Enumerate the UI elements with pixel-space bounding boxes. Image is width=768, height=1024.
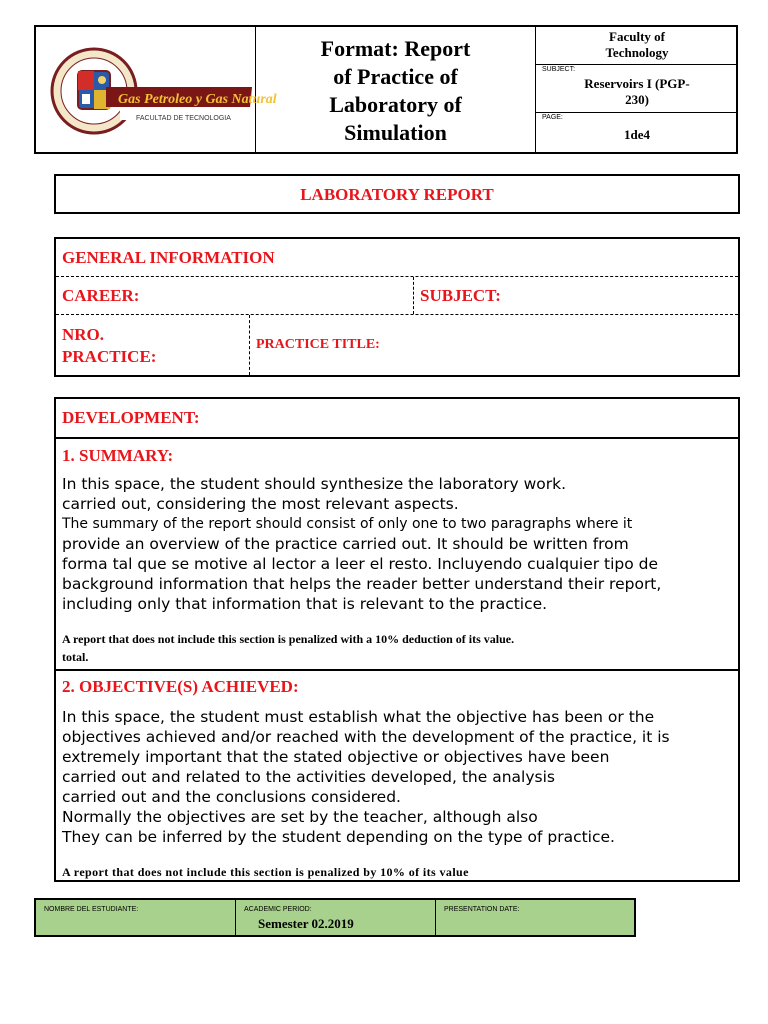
title-line-4: Simulation xyxy=(344,120,447,145)
summary-line-6: background information that helps the reader better understand their report, xyxy=(62,575,662,593)
student-name-label: NOMBRE DEL ESTUDIANTE: xyxy=(44,906,139,913)
summary-line-5: forma tal que se motive al lector a leer el resto. Incluyendo cualquier tipo de xyxy=(62,555,659,573)
objectives-line-5: carried out and the conclusions considered. xyxy=(62,788,401,806)
summary-line-3: The summary of the report should consist of only one to two paragraphs where it xyxy=(62,516,633,532)
subject-cell xyxy=(536,65,738,113)
subject-line-1: Reservoirs I (PGP- xyxy=(584,76,690,91)
summary-penalty-note-cont: total. xyxy=(62,650,89,664)
presentation-date-label: PRESENTATION DATE: xyxy=(444,906,520,913)
objectives-line-7: They can be inferred by the student depending on the type of practice. xyxy=(62,828,615,846)
summary-block xyxy=(56,439,738,671)
objectives-penalty-note: A report that does not include this section is penalized by 10% of its value xyxy=(62,865,469,879)
objectives-line-1: In this space, the student must establish what the objective has been or the xyxy=(62,708,655,726)
objectives-block xyxy=(56,671,738,880)
faculty-cell xyxy=(536,27,738,65)
faculty-line-2: Technology xyxy=(605,45,669,60)
nro-practice-cell xyxy=(56,315,250,375)
lab-report-title: LABORATORY REPORT xyxy=(54,174,740,214)
page-small-label: PAGE: xyxy=(542,114,563,121)
page-cell xyxy=(536,113,738,152)
practice-title-label: PRACTICE TITLE: xyxy=(256,337,380,352)
summary-penalty-note: A report that does not include this section is penalized with a 10% deduction of its value. xyxy=(62,632,515,646)
summary-line-2: carried out, considering the most relevant aspects. xyxy=(62,495,459,513)
student-name-cell xyxy=(36,900,236,935)
document-header xyxy=(34,25,738,154)
objectives-line-3: extremely important that the stated objective or objectives have been xyxy=(62,748,610,766)
faculty-line-1: Faculty of xyxy=(609,29,665,44)
subject-label: SUBJECT: xyxy=(420,286,501,305)
objectives-line-4: carried out and related to the activities developed, the analysis xyxy=(62,768,555,786)
logo-faculty-text: FACULTAD DE TECNOLOGIA xyxy=(136,115,231,122)
page-number: 1de4 xyxy=(624,127,650,142)
logo-cell xyxy=(36,27,277,152)
title-line-2: of Practice of xyxy=(333,64,458,89)
objectives-line-6: Normally the objectives are set by the teacher, although also xyxy=(62,808,538,826)
summary-line-4: provide an overview of the practice carried out. It should be written from xyxy=(62,535,629,553)
career-label: CAREER: xyxy=(62,286,140,305)
general-heading: GENERAL INFORMATION xyxy=(62,248,275,267)
development-heading-row xyxy=(56,399,738,439)
nro-label-line-1: NRO. xyxy=(62,325,105,344)
title-line-1: Format: Report xyxy=(320,36,471,61)
subject-line-2: 230) xyxy=(625,92,649,107)
academic-period-value: Semester 02.2019 xyxy=(258,916,354,931)
logo-banner-text: Gas Petroleo y Gas Natural xyxy=(118,92,277,107)
university-logo xyxy=(36,27,277,152)
summary-line-1: In this space, the student should synthesize the laboratory work. xyxy=(62,475,566,493)
career-subject-row xyxy=(56,277,738,315)
summary-title: 1. SUMMARY: xyxy=(62,446,174,465)
title-line-3: Laboratory of xyxy=(329,92,462,117)
career-cell xyxy=(56,277,414,314)
objectives-line-2: objectives achieved and/or reached with the development of the practice, it is xyxy=(62,728,670,746)
development-section xyxy=(54,397,740,882)
development-heading: DEVELOPMENT: xyxy=(62,408,200,427)
general-heading-row xyxy=(56,239,738,277)
objectives-title: 2. OBJECTIVE(S) ACHIEVED: xyxy=(62,677,299,696)
academic-period-label: ACADEMIC PERIOD: xyxy=(244,906,312,913)
summary-line-7: including only that information that is relevant to the practice. xyxy=(62,595,548,613)
nro-label-line-2: PRACTICE: xyxy=(62,347,157,366)
presentation-date-cell xyxy=(436,900,634,935)
subject-small-label: SUBJECT: xyxy=(542,66,576,73)
practice-row xyxy=(56,315,738,375)
format-title xyxy=(256,27,536,152)
academic-period-cell xyxy=(236,900,436,935)
general-information-table xyxy=(54,237,740,377)
footer-table xyxy=(34,898,636,937)
header-info xyxy=(536,27,738,152)
